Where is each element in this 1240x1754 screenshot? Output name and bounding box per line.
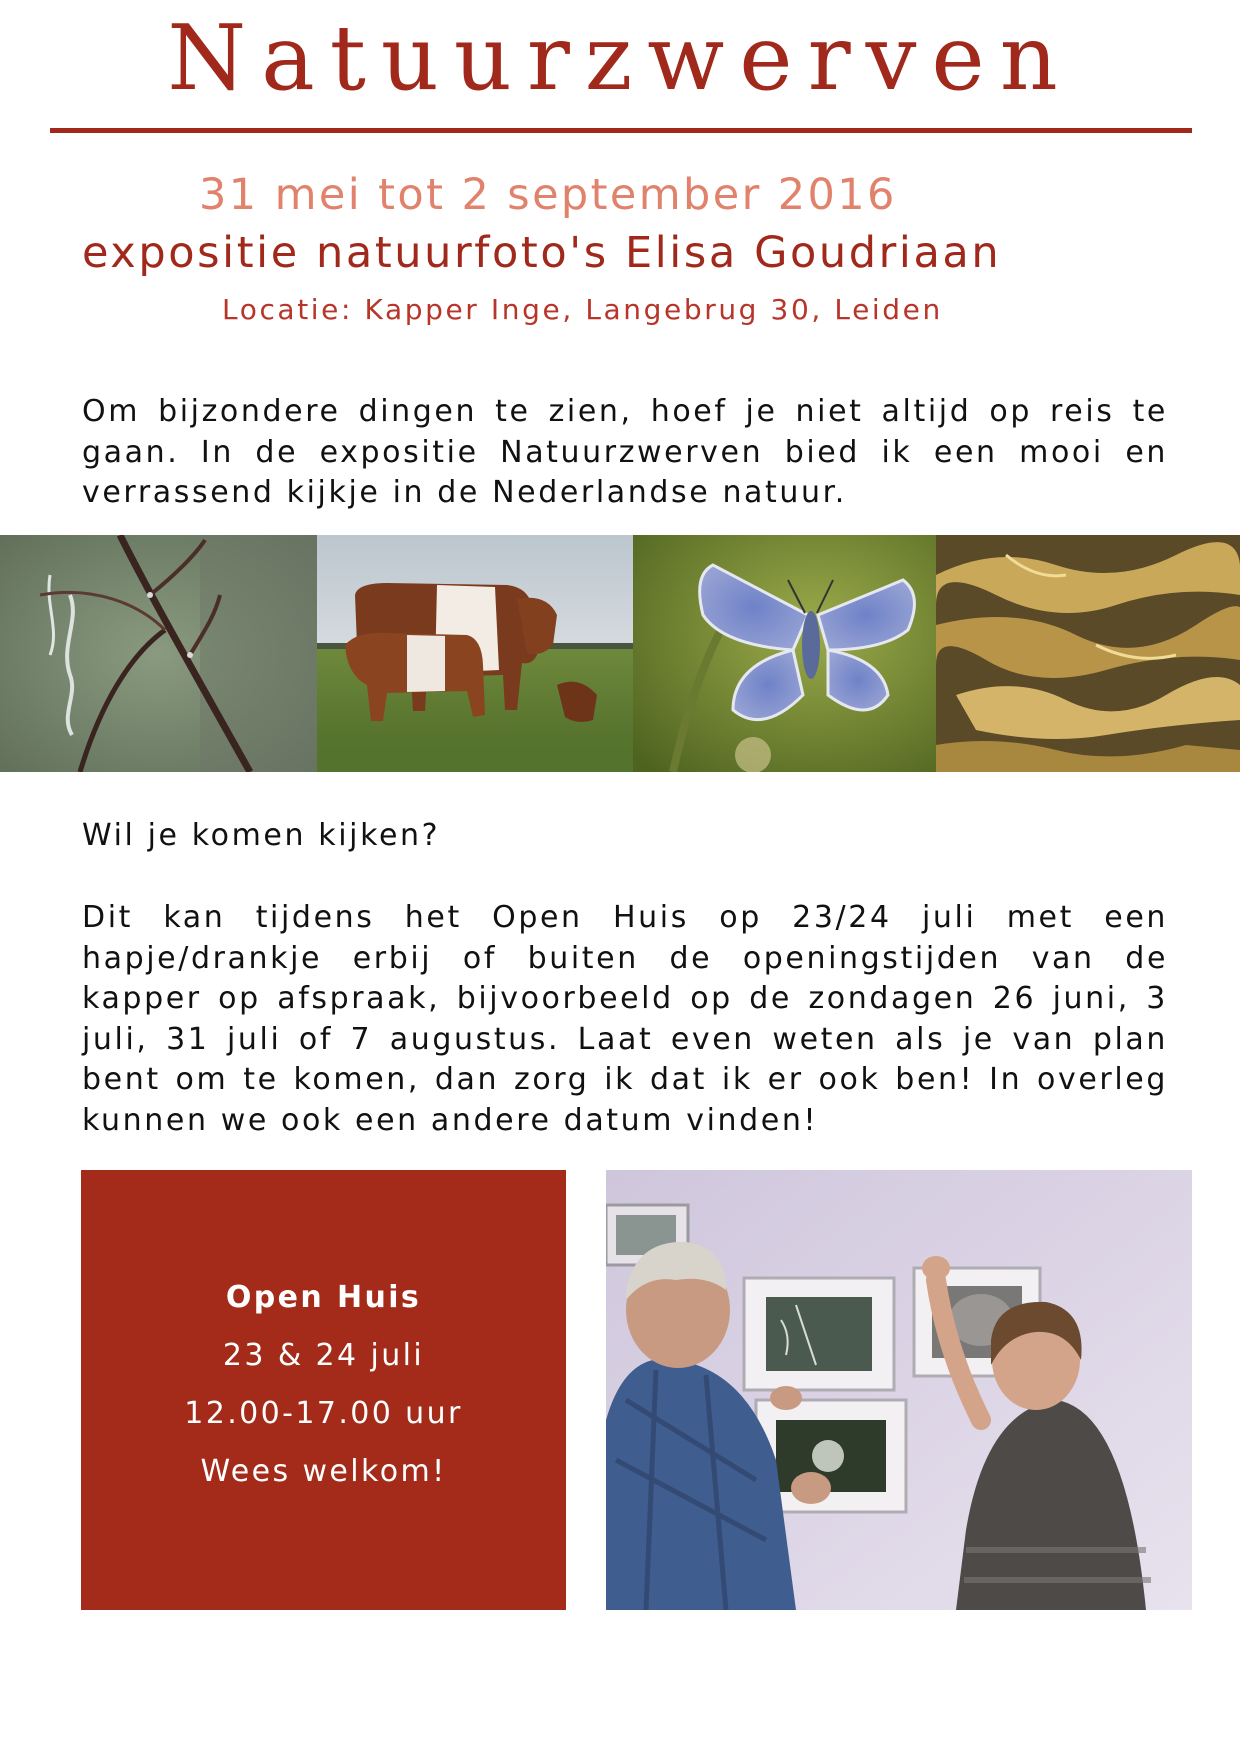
open-huis-welcome: Wees welkom! [200,1454,447,1489]
sand-ripples-photo [936,535,1240,772]
blue-butterfly-photo [633,535,936,772]
belted-cows-photo [317,535,633,772]
poster-title: Natuurzwerven [167,6,1073,111]
exhibition-location: Locatie: Kapper Inge, Langebrug 30, Leiden [222,293,943,326]
exhibition-dates: 31 mei tot 2 september 2016 [199,170,897,220]
invite-paragraph: Dit kan tijdens het Open Huis op 23/24 juli met een hapje/drankje erbij of buiten de openingstijden van de kapper op afspraak, bijvoorbeeld op de zondagen 26 juni, 3 juli, 31 juli of 7 augustus. Laat even weten als je van plan bent om te komen, dan zorg ik dat ik er ook ben! In overleg kunnen we ook een andere datum vinden! [82,900,1168,1138]
hanging-photos-photo [606,1170,1192,1610]
invite-question: Wil je komen kijken? [82,818,441,853]
open-huis-time: 12.00-17.00 uur [184,1396,463,1431]
frosted-branch-photo [0,535,317,772]
open-huis-box [81,1170,566,1610]
exhibition-subtitle: expositie natuurfoto's Elisa Goudriaan [82,228,1002,278]
photo-strip [0,535,1240,772]
intro-paragraph: Om bijzondere dingen te zien, hoef je niet altijd op reis te gaan. In de expositie Natuurzwerven bied ik een mooi en verrassend kijkje in de Nederlandse natuur. [82,394,1168,510]
title-divider [50,128,1192,133]
open-huis-title: Open Huis [225,1280,422,1315]
open-huis-date: 23 & 24 juli [222,1338,425,1373]
